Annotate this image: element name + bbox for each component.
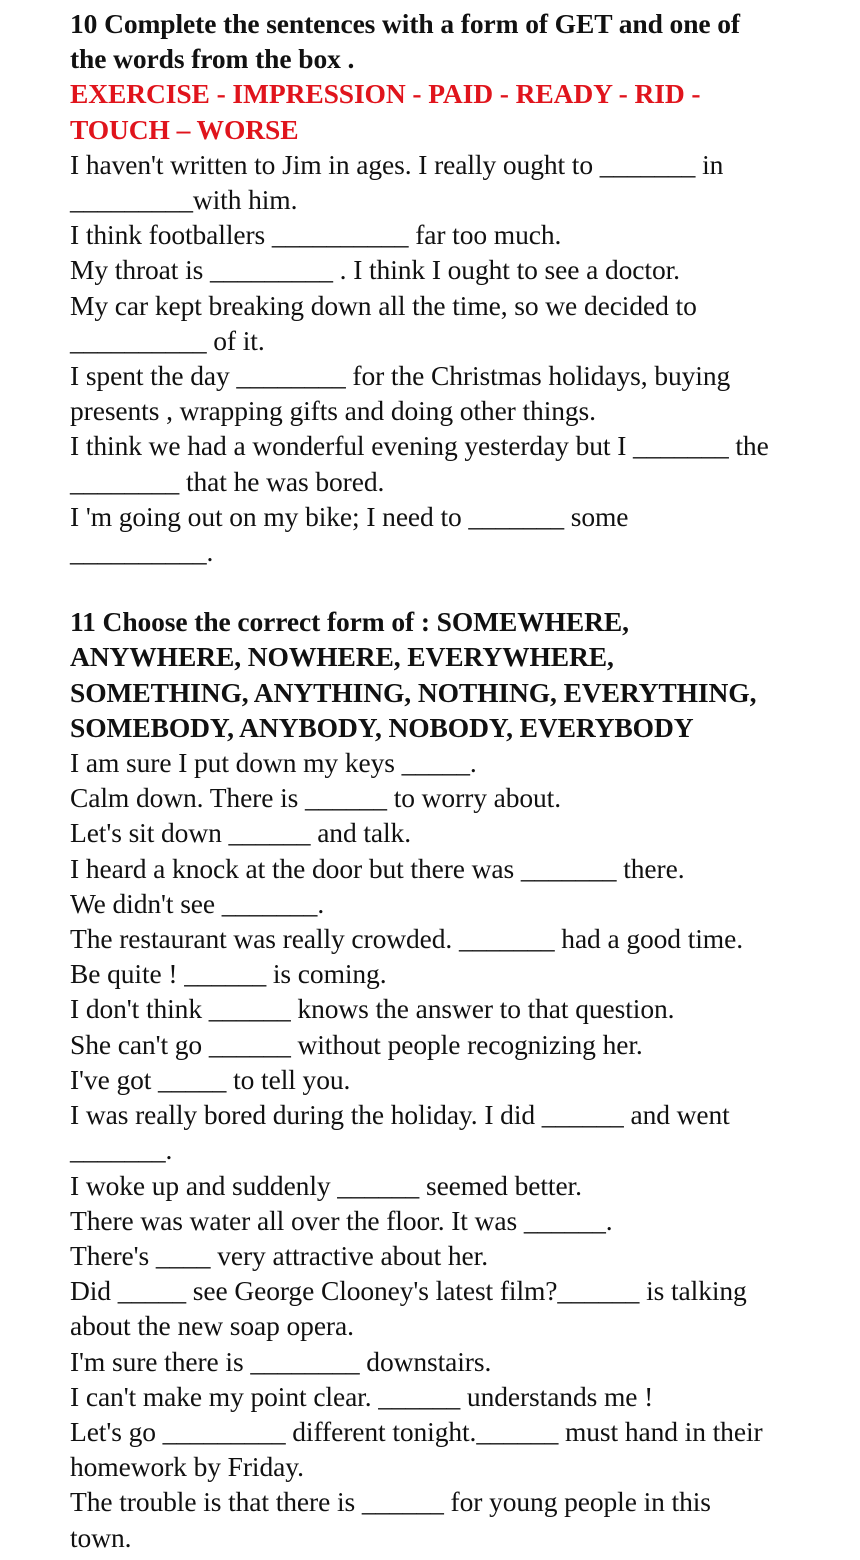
sentence-line: My throat is _________ . I think I ought to see a doctor. bbox=[70, 254, 680, 286]
sentence-line: homework by Friday. bbox=[70, 1451, 304, 1483]
sentence-line: ________ that he was bored. bbox=[70, 465, 385, 497]
exercise-11-title-cont: SOMETHING, ANYTHING, NOTHING, EVERYTHING, bbox=[70, 676, 757, 708]
sentence-line: I haven't written to Jim in ages. I really ought to _______ in bbox=[70, 148, 724, 180]
sentence-line: Calm down. There is ______ to worry about. bbox=[70, 782, 561, 814]
exercise-11 bbox=[70, 604, 840, 1554]
sentence-line: I think we had a wonderful evening yesterday but I _______ the bbox=[70, 430, 769, 462]
word-box-line: TOUCH – WORSE bbox=[70, 113, 299, 145]
sentence-line: There's ____ very attractive about her. bbox=[70, 1239, 488, 1271]
sentence-line: I woke up and suddenly ______ seemed better. bbox=[70, 1169, 582, 1201]
sentence-line: town. bbox=[70, 1521, 132, 1553]
sentence-line: _______. bbox=[70, 1134, 173, 1166]
sentence-line: Let's go _________ different tonight.______ must hand in their bbox=[70, 1415, 763, 1447]
sentence-line: Let's sit down ______ and talk. bbox=[70, 817, 411, 849]
exercise-10 bbox=[70, 6, 840, 569]
sentence-line: __________ of it. bbox=[70, 324, 265, 356]
sentence-line: I think footballers __________ far too much. bbox=[70, 219, 562, 251]
exercise-11-title-cont: ANYWHERE, NOWHERE, EVERYWHERE, bbox=[70, 641, 614, 673]
exercise-10-title-cont: the words from the box . bbox=[70, 43, 355, 75]
sentence-line: __________. bbox=[70, 536, 214, 568]
sentence-line: _________with him. bbox=[70, 184, 298, 216]
sentence-line: presents , wrapping gifts and doing other things. bbox=[70, 395, 596, 427]
sentence-line: I've got _____ to tell you. bbox=[70, 1063, 351, 1095]
sentence-line: I can't make my point clear. ______ understands me ! bbox=[70, 1380, 654, 1412]
sentence-line: I don't think ______ knows the answer to that question. bbox=[70, 993, 675, 1025]
word-box-line: EXERCISE - IMPRESSION - PAID - READY - RID - bbox=[70, 78, 701, 110]
sentence-line: Be quite ! ______ is coming. bbox=[70, 958, 387, 990]
sentence-line: Did _____ see George Clooney's latest film?______ is talking bbox=[70, 1275, 747, 1307]
sentence-line: about the new soap opera. bbox=[70, 1310, 354, 1342]
exercise-11-title: 11 Choose the correct form of : SOMEWHERE, bbox=[70, 606, 629, 638]
sentence-line: We didn't see _______. bbox=[70, 887, 325, 919]
sentence-line: She can't go ______ without people recognizing her. bbox=[70, 1028, 643, 1060]
sentence-line: I heard a knock at the door but there was _______ there. bbox=[70, 852, 685, 884]
exercise-10-title: 10 Complete the sentences with a form of GET and one of bbox=[70, 8, 740, 39]
sentence-line: The restaurant was really crowded. _______ had a good time. bbox=[70, 923, 743, 955]
sentence-line: I was really bored during the holiday. I did ______ and went bbox=[70, 1099, 730, 1131]
section-spacer bbox=[70, 569, 840, 604]
sentence-line: There was water all over the floor. It was ______. bbox=[70, 1204, 613, 1236]
exercise-11-title-cont: SOMEBODY, ANYBODY, NOBODY, EVERYBODY bbox=[70, 711, 694, 743]
sentence-line: I'm sure there is ________ downstairs. bbox=[70, 1345, 492, 1377]
sentence-line: I 'm going out on my bike; I need to _______ some bbox=[70, 500, 629, 532]
sentence-line: I am sure I put down my keys _____. bbox=[70, 747, 477, 779]
sentence-line: The trouble is that there is ______ for young people in this bbox=[70, 1486, 711, 1518]
sentence-line: I spent the day ________ for the Christmas holidays, buying bbox=[70, 360, 731, 392]
sentence-line: My car kept breaking down all the time, so we decided to bbox=[70, 289, 697, 321]
